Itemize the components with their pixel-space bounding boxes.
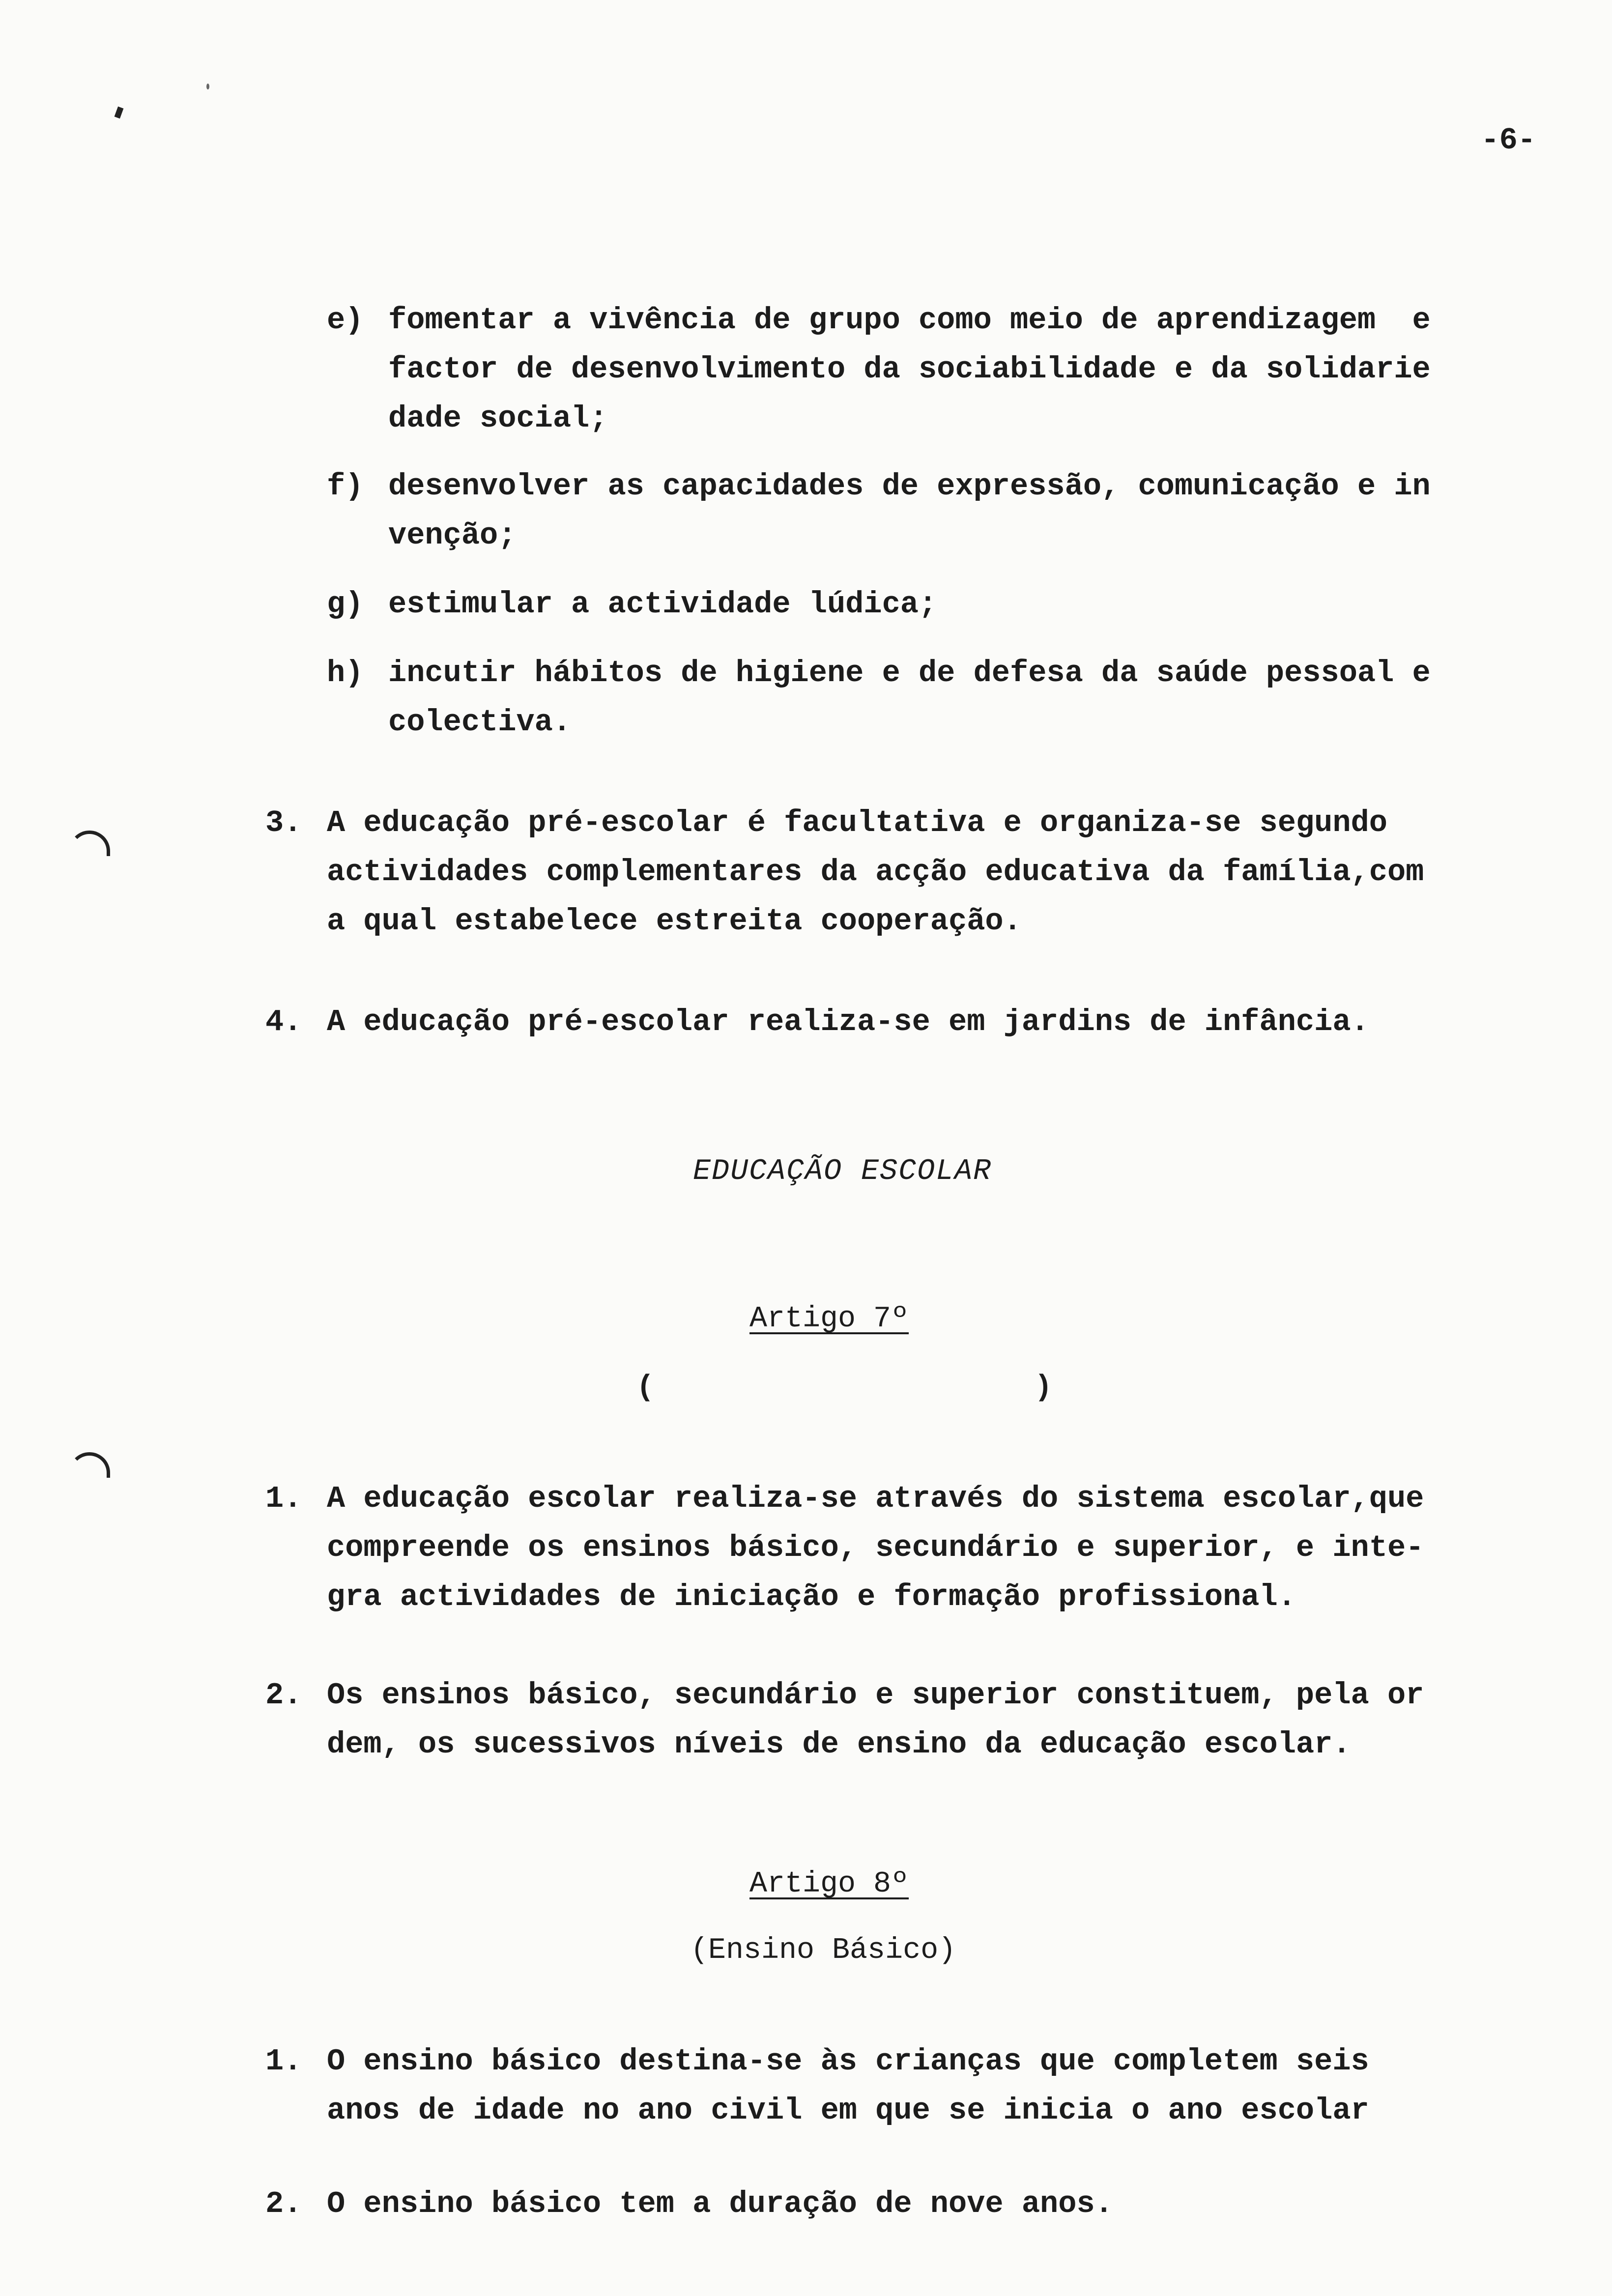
art7-item2-marker: 2. bbox=[265, 1678, 302, 1713]
para3-line-3: a qual estabelece estreita cooperação. bbox=[327, 904, 1022, 939]
article7-paren-open: ( bbox=[636, 1371, 655, 1405]
art8-item1-marker: 1. bbox=[265, 2044, 302, 2079]
item-h-line-1: incutir hábitos de higiene e de defesa da saúde pessoal e bbox=[388, 656, 1431, 690]
item-e-line-3: dade social; bbox=[388, 401, 608, 436]
margin-mark bbox=[115, 107, 124, 119]
para3-marker: 3. bbox=[265, 805, 302, 840]
para3-line-1: A educação pré-escolar é facultativa e organiza-se segundo bbox=[327, 805, 1387, 840]
section-title: EDUCAÇÃO ESCOLAR bbox=[693, 1155, 992, 1188]
item-g-marker: g) bbox=[327, 587, 364, 622]
art8-item1-line-1: O ensino básico destina-se às crianças que completem seis bbox=[327, 2044, 1369, 2079]
art7-item2-line-2: dem, os sucessivos níveis de ensino da educação escolar. bbox=[327, 1727, 1351, 1762]
para4-marker: 4. bbox=[265, 1004, 302, 1039]
art7-item1-line-2: compreende os ensinos básico, secundário e superior, e inte- bbox=[327, 1530, 1424, 1565]
art7-item1-line-1: A educação escolar realiza-se através do sistema escolar,que bbox=[327, 1481, 1424, 1516]
art7-item1-marker: 1. bbox=[265, 1481, 302, 1516]
art7-item1-line-3: gra actividades de iniciação e formação profissional. bbox=[327, 1579, 1296, 1614]
item-f-line-2: venção; bbox=[388, 518, 517, 553]
page-number: -6- bbox=[1481, 123, 1536, 158]
item-e-line-2: factor de desenvolvimento da sociabilidade e da solidarie bbox=[388, 352, 1431, 387]
item-e-marker: e) bbox=[327, 303, 364, 338]
margin-bracket-mark bbox=[69, 831, 110, 856]
art8-item1-line-2: anos de idade no ano civil em que se inicia o ano escolar bbox=[327, 2093, 1369, 2128]
scan-speck bbox=[206, 84, 209, 89]
article7-title: Artigo 7º bbox=[749, 1302, 909, 1336]
art8-item2-line-1: O ensino básico tem a duração de nove anos. bbox=[327, 2186, 1113, 2221]
item-h-marker: h) bbox=[327, 656, 364, 690]
article8-subtitle: (Ensino Básico) bbox=[691, 1934, 956, 1967]
article8-title: Artigo 8º bbox=[749, 1867, 909, 1901]
article7-paren-close: ) bbox=[1035, 1371, 1053, 1405]
para4-line-1: A educação pré-escolar realiza-se em jardins de infância. bbox=[327, 1004, 1369, 1039]
item-g-line-1: estimular a actividade lúdica; bbox=[388, 587, 937, 622]
margin-bracket-mark bbox=[69, 1452, 110, 1478]
item-e-line-1: fomentar a vivência de grupo como meio de aprendizagem e bbox=[388, 303, 1431, 338]
art8-item2-marker: 2. bbox=[265, 2186, 302, 2221]
item-h-line-2: colectiva. bbox=[388, 705, 572, 740]
para3-line-2: actividades complementares da acção educativa da família,com bbox=[327, 855, 1424, 890]
item-f-marker: f) bbox=[327, 469, 364, 504]
art7-item2-line-1: Os ensinos básico, secundário e superior constituem, pela or bbox=[327, 1678, 1424, 1713]
item-f-line-1: desenvolver as capacidades de expressão, comunicação e in bbox=[388, 469, 1431, 504]
